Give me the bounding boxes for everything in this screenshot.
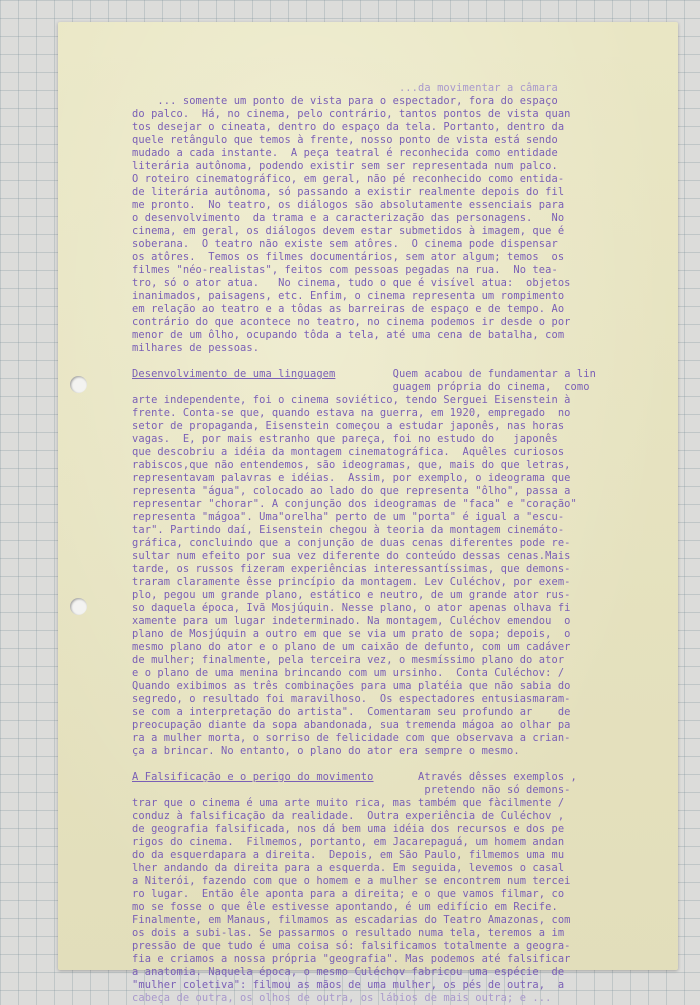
text-line: ... somente um ponto de vista para o espectador, fora do espaço — [132, 95, 558, 107]
text-line: setor de propaganda, Eisenstein começou a estudar japonês, nas horas — [132, 420, 565, 432]
text-line: os atôres. Temos os filmes documentários, sem ator algum; temos os — [132, 251, 565, 263]
punch-hole-lower — [70, 598, 87, 615]
heading-line — [132, 368, 652, 381]
text-line: menor de um ôlho, ocupando tôda a tela, até uma cena de batalha, com — [132, 329, 565, 341]
text-line: xamente para um lugar indeterminado. Na montagem, Culéchov emendou o — [132, 615, 571, 627]
text-line: do palco. Há, no cinema, pelo contrário, tantos pontos de vista quan — [132, 108, 571, 120]
text-line: quele retângulo que temos à frente, nosso ponto de vista está sendo — [132, 134, 558, 146]
text-line: do da esquerdapara a direita. Depois, em São Paulo, filmemos uma mu — [132, 849, 565, 861]
text-line: inanimados, paisagens, etc. Enfim, o cinema representa um rompimento — [132, 290, 565, 302]
text-line: "mulher coletiva": filmou as mãos de uma mulher, os pés de outra, a — [132, 979, 565, 991]
section-heading: Desenvolvimento de uma linguagem — [132, 368, 336, 380]
heading-line-rest: Quem acabou de fundamentar a lin — [335, 368, 596, 380]
text-line: pretendo não só demons- — [132, 784, 571, 796]
typewritten-text — [132, 82, 652, 1005]
paper-sheet — [58, 22, 678, 1004]
text-line: preocupação diante da sopa abandonada, sua tremenda mágoa ao olhar pa — [132, 719, 571, 731]
text-line: sultar num efeito por sua vez diferente do conteúdo dessas cenas.Mais — [132, 550, 571, 562]
text-line: ro lugar. Então êle aponta para a direita; e o que vamos filmar, co — [132, 888, 565, 900]
text-line: frente. Conta-se que, quando estava na guerra, em 1920, empregado no — [132, 407, 571, 419]
text-line: de geografia falsificada, nos dá bem uma idéia dos recursos e dos pe — [132, 823, 565, 835]
text-line: pressão de que tudo é uma coisa só: falsificamos totalmente a geogra- — [132, 940, 571, 952]
text-line: so daquela época, Ivã Mosjúquin. Nesse plano, o ator apenas olhava fi — [132, 602, 571, 614]
text-line: Finalmente, em Manaus, filmamos as escadarias do Teatro Amazonas, com — [132, 914, 571, 926]
text-line: a anatomia. Naquela época, o mesmo Culéchov fabricou uma espécie de — [132, 966, 565, 978]
text-line: tarde, os russos fizeram experiências interessantíssimas, que demons- — [132, 563, 571, 575]
text-line: que descobriu a idéia da montagem cinematográfica. Aquêles curiosos — [132, 446, 565, 458]
text-line: O roteiro cinematográfico, em geral, não pé reconhecido como entida- — [132, 173, 565, 185]
text-line: de mulher; finalmente, pela terceira vez, o mesmíssimo plano do ator — [132, 654, 565, 666]
text-line: rabiscos,que não entendemos, são ideogramas, que, mais do que letras, — [132, 459, 571, 471]
text-line: os dois a subi-las. Se passarmos o resultado numa tela, teremos a im — [132, 927, 565, 939]
header-line: ...da movimentar a câmara — [132, 82, 558, 94]
text-line: milhares de pessoas. — [132, 342, 260, 354]
paragraph-falsificacao — [132, 771, 652, 1005]
text-line: vagas. E, por mais estranho que pareça, foi no estudo do japonês — [132, 433, 558, 445]
text-line: a Niterói, fazendo com que o homem e a mulher se encontrem num tercei — [132, 875, 571, 887]
text-line-faint: cabeça de outra, os olhos de outra, os lábios de mais outra; e ... — [132, 992, 552, 1004]
text-line: gráfica, concluindo que a conjunção de duas cenas diferentes pode re- — [132, 537, 571, 549]
paragraph-linguagem — [132, 368, 652, 758]
text-line: guagem própria do cinema, como — [132, 381, 590, 393]
text-line: cinema, em geral, os diálogos devem estar submetidos à imagem, que é — [132, 225, 565, 237]
text-line: representavam palavras e idéias. Assim, por exemplo, o ideograma que — [132, 472, 571, 484]
text-line: literária autônoma, podendo existir sem ser representada num palco. — [132, 160, 558, 172]
text-line: contrário do que acontece no teatro, no cinema podemos ir desde o por — [132, 316, 571, 328]
text-line: tro, só o ator atua. No cinema, tudo o que é visível atua: objetos — [132, 277, 571, 289]
text-line: de literária autônoma, só passando a existir realmente depois do fil — [132, 186, 565, 198]
text-line: lher andando da direita para a esquerda. Em seguida, levemos o casal — [132, 862, 565, 874]
text-line: mudado a cada instante. A peça teatral é reconhecida como entidade — [132, 147, 558, 159]
text-line: mesmo plano do ator e o plano de um caixão de defunto, com um cadáver — [132, 641, 571, 653]
text-line: conduz à falsificação da realidade. Outra experiência de Culéchov , — [132, 810, 565, 822]
text-line: tar". Partindo daí, Eisenstein chegou à teoria da montagem cinemáto- — [132, 524, 565, 536]
paragraph-intro — [132, 95, 652, 355]
text-line: representa "mágoa". Uma"orelha" perto de um "porta" é igual a "escu- — [132, 511, 565, 523]
text-line: fia e criamos a nossa própria "geografia". Mas podemos até falsificar — [132, 953, 571, 965]
text-line: trar que o cinema é uma arte muito rica, mas também que fàcilmente / — [132, 797, 565, 809]
text-line: ra a mulher morta, o sorriso de felicidade com que observava a crian- — [132, 732, 571, 744]
text-line: representar "chorar". A conjunção dos ideogramas de "faca" e "coração" — [132, 498, 577, 510]
text-line: me pronto. No teatro, os diálogos são absolutamente essenciais para — [132, 199, 565, 211]
text-line: plano de Mosjúquin a outro em que se via um prato de sopa; depois, o — [132, 628, 571, 640]
text-line: filmes "néo-realistas", feitos com pessoas pegadas na rua. No tea- — [132, 264, 558, 276]
heading-line-rest: Através dêsses exemplos , — [373, 771, 577, 783]
text-line: rigos do cinema. Filmemos, portanto, em Jacarepaguá, um homem andan — [132, 836, 565, 848]
text-line: em relação ao teatro e a tôdas as barreiras de espaço e de tempo. Ao — [132, 303, 565, 315]
heading-line — [132, 771, 652, 784]
text-line: tos desejar o cineata, dentro do espaço da tela. Portanto, dentro da — [132, 121, 565, 133]
section-heading: A Falsificação e o perigo do movimento — [132, 771, 374, 783]
text-line: segredo, o resultado foi maravilhoso. Os espectadores entusiasmaram- — [132, 693, 571, 705]
text-line: Quando exibimos as três combinações para uma platéia que não sabia do — [132, 680, 571, 692]
text-line: traram claramente êsse princípio da montagem. Lev Culéchov, por exem- — [132, 576, 571, 588]
punch-hole-upper — [70, 376, 87, 393]
text-line: ça a brincar. No entanto, o plano do ator era sempre o mesmo. — [132, 745, 520, 757]
text-line: o desenvolvimento da trama e a caracterização das personagens. No — [132, 212, 565, 224]
text-line: soberana. O teatro não existe sem atôres. O cinema pode dispensar — [132, 238, 558, 250]
text-line: arte independente, foi o cinema soviético, tendo Serguei Eisenstein à — [132, 394, 571, 406]
text-line: se com a interpretação do artista". Comentaram seu profundo ar de — [132, 706, 571, 718]
text-line: representa "água", colocado ao lado do que representa "ôlho", passa a — [132, 485, 571, 497]
text-line: mo se fosse o que êle estivesse apontando, é um edifício em Recife. — [132, 901, 558, 913]
text-line: e o plano de uma menina brincando com um ursinho. Conta Culéchov: / — [132, 667, 565, 679]
text-line: plo, pegou um grande plano, estático e neutro, de um grande ator rus- — [132, 589, 571, 601]
